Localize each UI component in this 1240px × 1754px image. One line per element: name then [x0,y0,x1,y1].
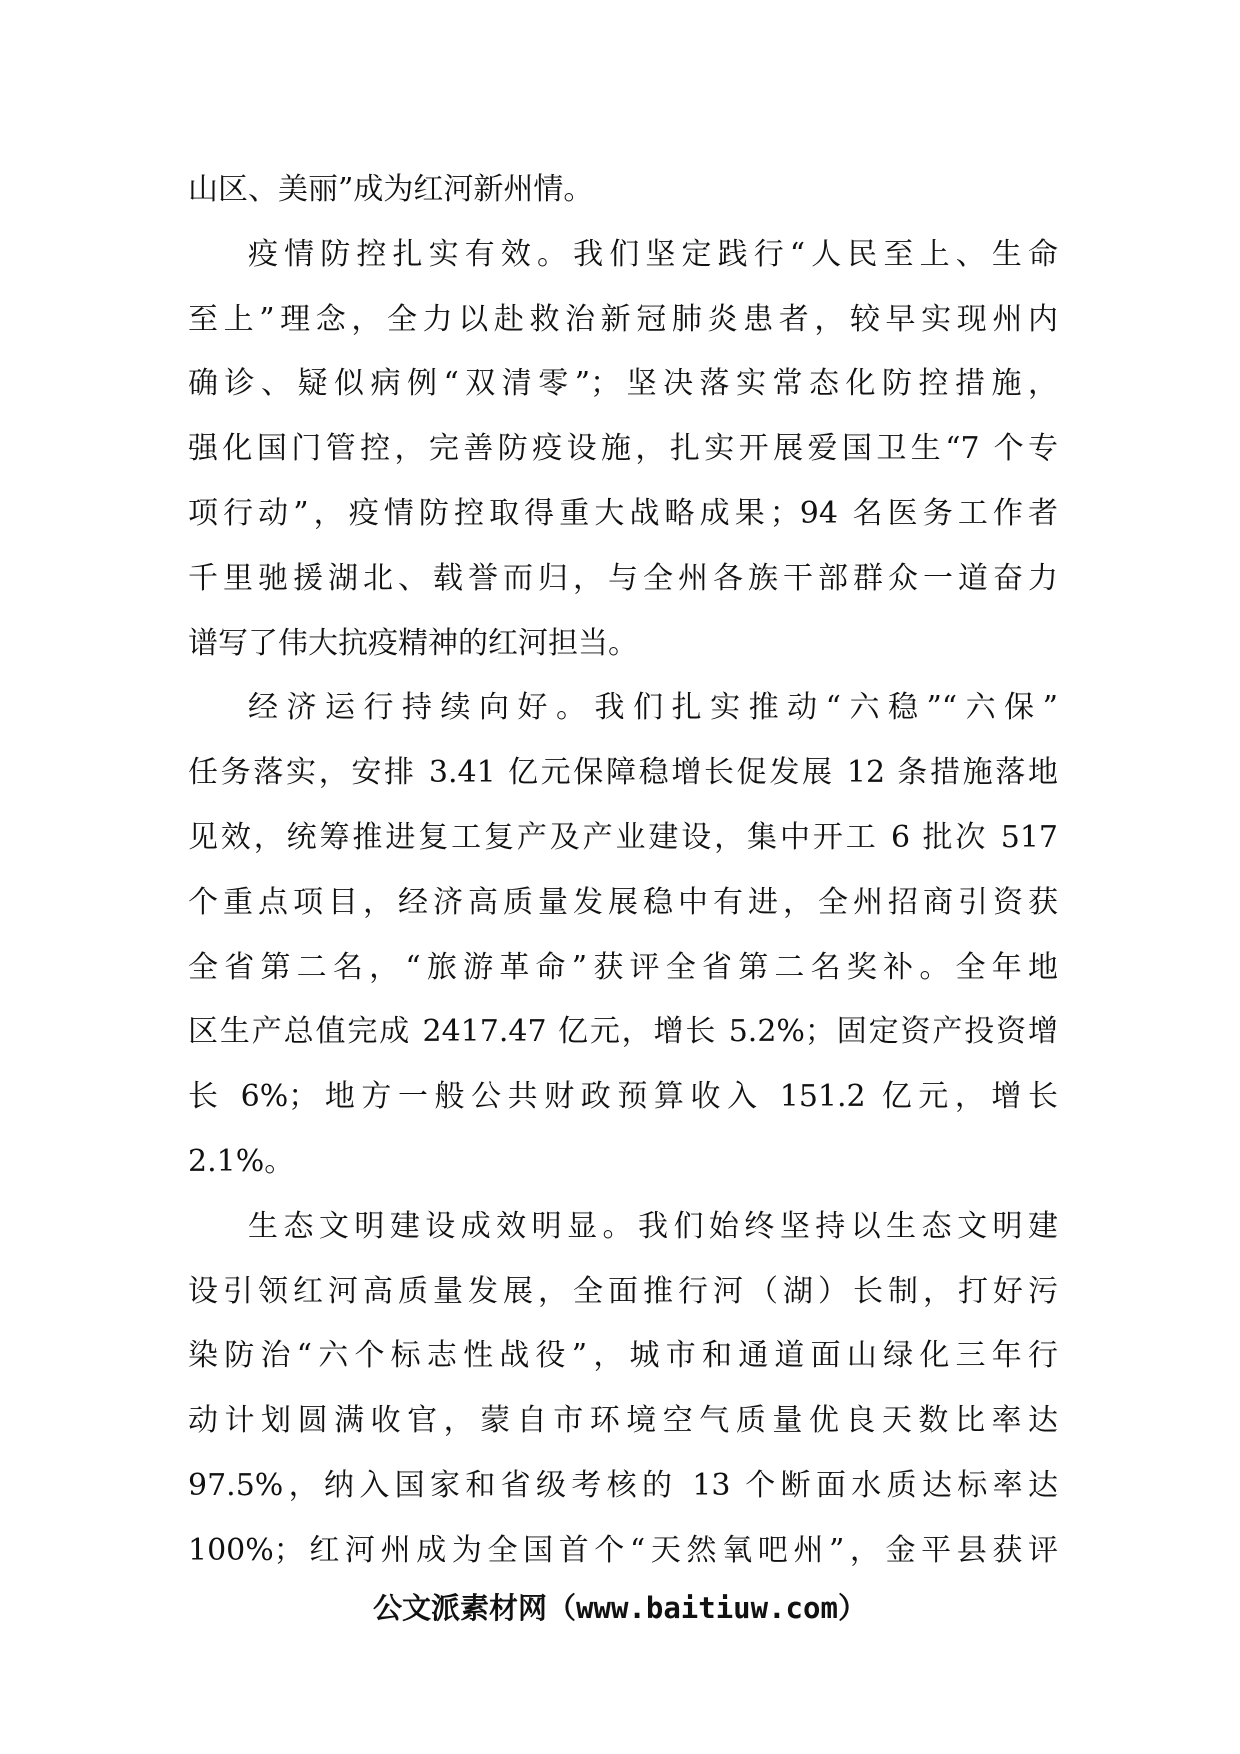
footer-url: （www.baitiuw.com） [547,1591,867,1625]
text-line: 经济运行持续向好。我们扎实推动“六稳”“六保” [248,690,1058,726]
text-line: 100%；红河州成为全国首个“天然氧吧州”，金平县获评 [188,1532,1058,1568]
body-text [188,158,1058,1584]
text-line: 动计划圆满收官，蒙自市环境空气质量优良天数比率达 [188,1403,1058,1439]
text-line: 谱写了伟大抗疫精神的红河担当。 [188,625,638,661]
text-line: 染防治“六个标志性战役”，城市和通道面山绿化三年行 [188,1338,1058,1374]
text-line: 见效，统筹推进复工复产及产业建设，集中开工 6 批次 517 [188,819,1058,855]
text-line: 项行动”，疫情防控取得重大战略成果；94 名医务工作者 [188,495,1058,531]
text-line: 千里驰援湖北、载誉而归，与全州各族干部群众一道奋力 [188,560,1058,596]
text-line: 全省第二名，“旅游革命”获评全省第二名奖补。全年地 [188,949,1058,985]
text-line: 97.5%，纳入国家和省级考核的 13 个断面水质达标率达 [188,1467,1058,1503]
text-line: 强化国门管控，完善防疫设施，扎实开展爱国卫生“7 个专 [188,431,1058,467]
text-line: 设引领红河高质量发展，全面推行河（湖）长制，打好污 [188,1273,1058,1309]
footer-watermark [0,1586,1240,1627]
text-line: 2.1%。 [188,1143,295,1179]
text-line: 长 6%；地方一般公共财政预算收入 151.2 亿元，增长 [188,1079,1058,1115]
text-line: 区生产总值完成 2417.47 亿元，增长 5.2%；固定资产投资增 [188,1014,1058,1050]
text-line: 至上”理念，全力以赴救治新冠肺炎患者，较早实现州内 [188,301,1058,337]
text-line: 个重点项目，经济高质量发展稳中有进，全州招商引资获 [188,884,1058,920]
footer-label: 公文派素材网 [373,1591,548,1625]
text-line: 确诊、疑似病例“双清零”；坚决落实常态化防控措施， [188,366,1058,402]
text-line: 疫情防控扎实有效。我们坚定践行“人民至上、生命 [248,236,1058,272]
text-line: 山区、美丽”成为红河新州情。 [188,172,594,207]
text-line: 生态文明建设成效明显。我们始终坚持以生态文明建 [248,1208,1058,1244]
text-line: 任务落实，安排 3.41 亿元保障稳增长促发展 12 条措施落地 [188,755,1058,791]
